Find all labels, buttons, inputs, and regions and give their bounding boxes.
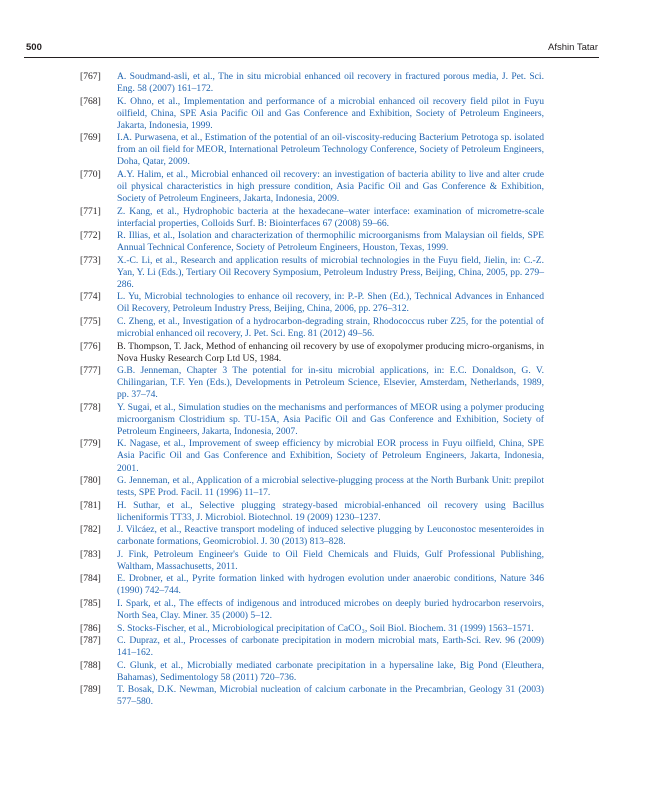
- reference-label: [780]: [80, 475, 101, 487]
- reference-item[interactable]: [80, 402, 544, 438]
- reference-label: [777]: [80, 365, 101, 377]
- reference-label: [767]: [80, 71, 101, 82]
- reference-item[interactable]: [80, 169, 544, 205]
- reference-label: [786]: [80, 622, 101, 634]
- reference-link[interactable]: H. Suthar, et al., Selective plugging strategy-based microbial-enhanced oil recovery using Bacillus licheniformis TT33, J. Microbiol. Biotechnol. 19 (2009) 1230–1237.: [117, 499, 544, 523]
- reference-item[interactable]: [80, 684, 544, 708]
- reference-label: [787]: [80, 635, 101, 647]
- reference-item[interactable]: [80, 623, 544, 635]
- reference-item[interactable]: [80, 635, 544, 659]
- reference-label: [772]: [80, 230, 101, 242]
- reference-link[interactable]: I. Spark, et al., The effects of indigenous and introduced microbes on deeply buried hydrocarbon reservoirs, North Sea, Clay. Miner. 35 (2000) 5–12.: [117, 598, 544, 622]
- reference-text: B. Thompson, T. Jack, Method of enhancing oil recovery by use of exopolymer producing micro-organisms, in Nova Husky Research Corp Ltd US, 1984.: [117, 340, 544, 364]
- reference-link[interactable]: C. Glunk, et al., Microbially mediated carbonate precipitation in a hypersaline lake, Big Pond (Eleuthera, Bahamas), Sedimentology 58 (2011) 720–736.: [117, 659, 544, 683]
- reference-item[interactable]: [80, 96, 544, 132]
- reference-label: [778]: [80, 401, 101, 413]
- reference-label: [781]: [80, 499, 101, 511]
- reference-item[interactable]: [80, 71, 544, 95]
- reference-item[interactable]: [80, 475, 544, 499]
- reference-label: [785]: [80, 598, 101, 610]
- reference-label: [789]: [80, 684, 101, 696]
- reference-link[interactable]: G.B. Jenneman, Chapter 3 The potential for in-situ microbial applications, in: E.C. Donaldson, G. V. Chilingarian, T.F. Yen (Eds.), Developments in Petroleum Science, Elsevier, Amsterdam, Netherlands, 1989, pp. 37–74.: [117, 365, 544, 401]
- reference-link[interactable]: Y. Sugai, et al., Simulation studies on the mechanisms and performances of MEOR using a polymer producing microorganism Clostridium sp. TU-15A, Asia Pacific Oil and Gas Conference and Exhibition, Society of Petroleum Engineers, Jakarta, Indonesia, 2007.: [117, 401, 544, 437]
- reference-item[interactable]: [80, 549, 544, 573]
- reference-link[interactable]: S. Stocks-Fischer, et al., Microbiological precipitation of CaCO₃, Soil Biol. Biochem. 31 (1999) 1563–1571.: [117, 622, 534, 634]
- reference-label: [770]: [80, 168, 101, 180]
- running-author: Afshin Tatar: [548, 42, 598, 53]
- reference-item[interactable]: [80, 291, 544, 315]
- reference-link[interactable]: G. Jenneman, et al., Application of a microbial selective-plugging process at the North Burbank Unit: prepilot tests, SPE Prod. Facil. 11 (1996) 11–17.: [117, 475, 544, 499]
- reference-label: [776]: [80, 340, 101, 352]
- reference-link[interactable]: A.Y. Halim, et al., Microbial enhanced oil recovery: an investigation of bacteria ability to live and alter crude oil physical characteristics in high pressure condition, Asia Pacific Oil and Gas Conference & Exhibition, Society of Petroleum Engineers, Jakarta, Indonesia, 2009.: [117, 168, 544, 204]
- reference-item[interactable]: [80, 524, 544, 548]
- reference-list: [80, 71, 544, 709]
- reference-link[interactable]: T. Bosak, D.K. Newman, Microbial nucleation of calcium carbonate in the Precambrian, Geology 31 (2003) 577–580.: [117, 684, 544, 708]
- reference-label: [775]: [80, 315, 101, 327]
- reference-link[interactable]: K. Ohno, et al., Implementation and performance of a microbial enhanced oil recovery field pilot in Fuyu oilfield, China, SPE Asia Pacific Oil and Gas Conference and Exhibition, Society of Petroleum Engineers, Jakarta, Indonesia, 1999.: [117, 95, 544, 131]
- reference-label: [771]: [80, 205, 101, 217]
- reference-item[interactable]: [80, 132, 544, 168]
- reference-link[interactable]: J. Fink, Petroleum Engineer's Guide to Oil Field Chemicals and Fluids, Gulf Professional Publishing, Waltham, Massachusetts, 2011.: [117, 548, 544, 572]
- reference-link[interactable]: Z. Kang, et al., Hydrophobic bacteria at the hexadecane–water interface: examination of micrometre-scale interfacial properties, Colloids Surf. B: Biointerfaces 67 (2008) 59–66.: [117, 205, 544, 229]
- reference-item[interactable]: [80, 438, 544, 474]
- reference-label: [783]: [80, 548, 101, 560]
- reference-item: [80, 341, 544, 365]
- reference-link[interactable]: X.-C. Li, et al., Research and application results of microbial technologies in the Fuyu field, Jielin, in: C.-Z. Yan, Y. Li (Eds.), Tertiary Oil Recovery Symposium, Petroleum Industry Press, Beijing, China, 2005, pp. 279–286.: [117, 254, 544, 290]
- reference-link[interactable]: K. Nagase, et al., Improvement of sweep efficiency by microbial EOR process in Fuyu oilfield, China, SPE Asia Pacific Oil and Gas Conference and Exhibition, Society of Petroleum Engineers, Jakarta, Indonesia, 2001.: [117, 438, 544, 474]
- reference-item[interactable]: [80, 206, 544, 230]
- reference-item[interactable]: [80, 365, 544, 401]
- reference-label: [782]: [80, 524, 101, 536]
- running-header: [24, 42, 598, 56]
- reference-link[interactable]: C. Dupraz, et al., Processes of carbonate precipitation in modern microbial mats, Earth-Sci. Rev. 96 (2009) 141–162.: [117, 635, 544, 659]
- reference-item[interactable]: [80, 255, 544, 291]
- page-number: 500: [26, 42, 42, 53]
- reference-label: [784]: [80, 573, 101, 585]
- reference-link[interactable]: I.A. Purwasena, et al., Estimation of the potential of an oil-viscosity-reducing Bacterium Petrotoga sp. isolated from an oil field for MEOR, International Petroleum Technology Conference, Society of Petroleum Engineers, Doha, Qatar, 2009.: [117, 132, 544, 168]
- reference-label: [768]: [80, 95, 101, 107]
- reference-link[interactable]: E. Drobner, et al., Pyrite formation linked with hydrogen evolution under anaerobic conditions, Nature 346 (1990) 742–744.: [117, 573, 544, 597]
- reference-item[interactable]: [80, 573, 544, 597]
- reference-link[interactable]: C. Zheng, et al., Investigation of a hydrocarbon-degrading strain, Rhodococcus ruber Z25, for the potential of microbial enhanced oil recovery, J. Pet. Sci. Eng. 81 (2012) 49–56.: [117, 315, 544, 339]
- reference-item[interactable]: [80, 598, 544, 622]
- reference-label: [779]: [80, 438, 101, 450]
- reference-link[interactable]: L. Yu, Microbial technologies to enhance oil recovery, in: P.-P. Shen (Ed.), Technical Advances in Enhanced Oil Recovery, Petroleum Industry Press, Beijing, China, 2006, pp. 276–312.: [117, 291, 544, 315]
- reference-label: [769]: [80, 132, 101, 144]
- reference-item[interactable]: [80, 660, 544, 684]
- reference-item[interactable]: [80, 230, 544, 254]
- reference-link[interactable]: A. Soudmand-asli, et al., The in situ microbial enhanced oil recovery in fractured porous media, J. Pet. Sci. Eng. 58 (2007) 161–172.: [117, 71, 544, 95]
- reference-link[interactable]: R. Illias, et al., Isolation and characterization of thermophilic microorganisms from Malaysian oil fields, SPE Annual Technical Conference, Society of Petroleum Engineers, Houston, Texas, 1999.: [117, 230, 544, 254]
- reference-item[interactable]: [80, 500, 544, 524]
- reference-item[interactable]: [80, 316, 544, 340]
- reference-label: [773]: [80, 254, 101, 266]
- reference-link[interactable]: J. Vilcáez, et al., Reactive transport modeling of induced selective plugging by Leuconostoc mesenteroides in carbonate formations, Geomicrobiol. J. 30 (2013) 813–828.: [117, 524, 544, 548]
- reference-label: [774]: [80, 291, 101, 303]
- reference-label: [788]: [80, 659, 101, 671]
- header-rule: [24, 57, 599, 58]
